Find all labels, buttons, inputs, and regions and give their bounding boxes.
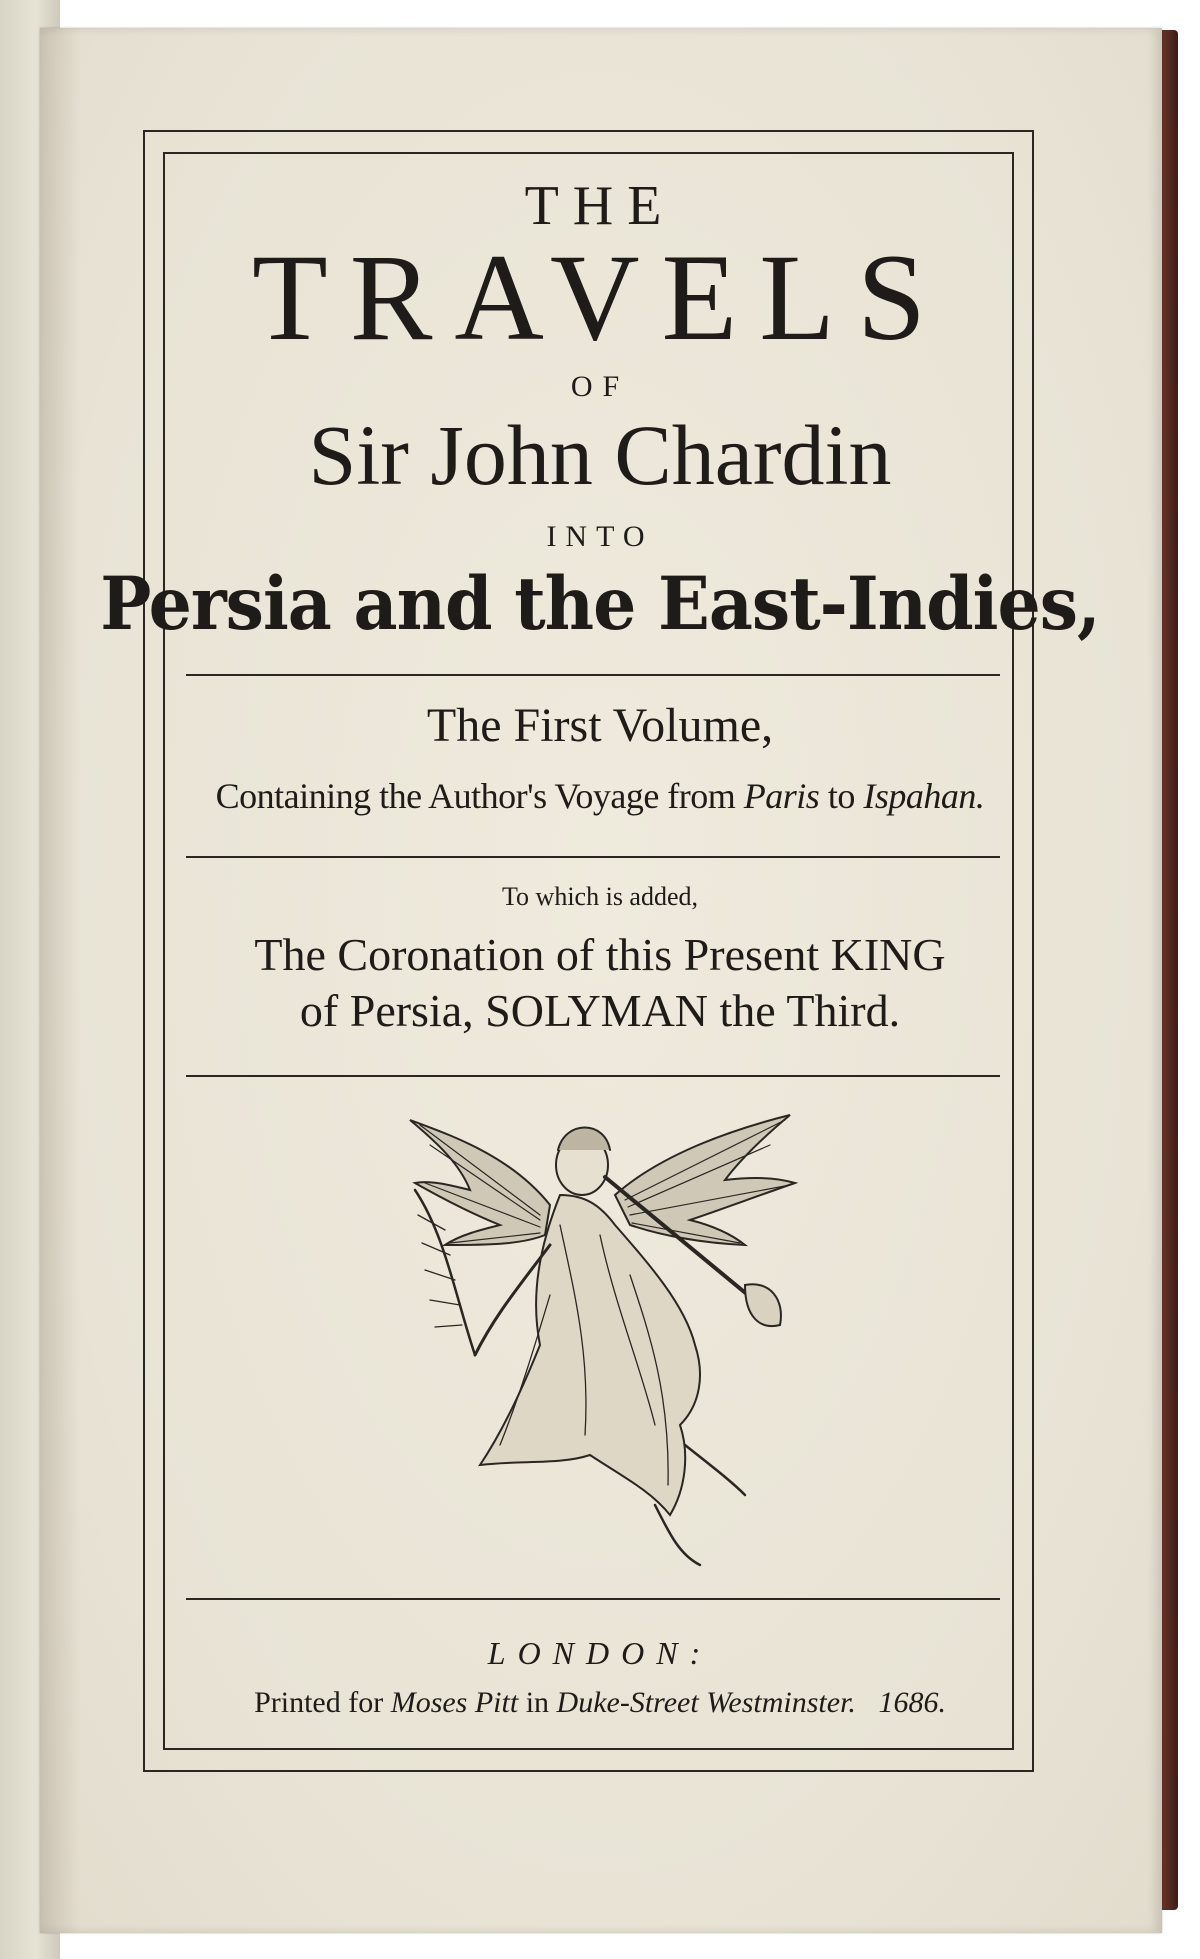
place-ispahan: Ispahan. [863, 776, 985, 816]
volume-label: The First Volume, [426, 699, 774, 752]
divider-rule [186, 674, 1000, 676]
title-the: THE [524, 175, 676, 237]
coronation-line-2: of Persia, SOLYMAN the Third. [299, 985, 901, 1036]
imprint-gap [856, 1686, 879, 1719]
imprint-pre: Printed for [254, 1686, 391, 1719]
coronation-line-1: The Coronation of this Present KING [254, 929, 946, 980]
added-label: To which is added, [501, 882, 699, 911]
divider-rule [186, 856, 1000, 858]
divider-rule [186, 1075, 1000, 1077]
imprint-mid: in [518, 1686, 557, 1719]
title-travels: TRAVELS [251, 229, 948, 366]
volume-contents [0, 778, 1200, 814]
angel-trumpet-engraving [400, 1095, 820, 1575]
imprint-city: LONDON: [487, 1635, 713, 1671]
contents-mid: to [819, 776, 864, 816]
divider-rule [186, 1598, 1000, 1600]
title-of: OF [570, 370, 630, 403]
printer-name: Moses Pitt [390, 1686, 519, 1719]
place-paris: Paris [743, 776, 820, 816]
imprint-line [0, 1688, 1200, 1718]
title-into: INTO [546, 520, 654, 553]
imprint-year: 1686. [878, 1686, 946, 1719]
author-name: Sir John Chardin [308, 407, 892, 503]
destination-blackletter: Persia and the East-Indies, [100, 560, 1100, 648]
contents-pre: Containing the Author's Voyage from [215, 776, 744, 816]
printer-address: Duke-Street Westminster. [556, 1686, 856, 1719]
